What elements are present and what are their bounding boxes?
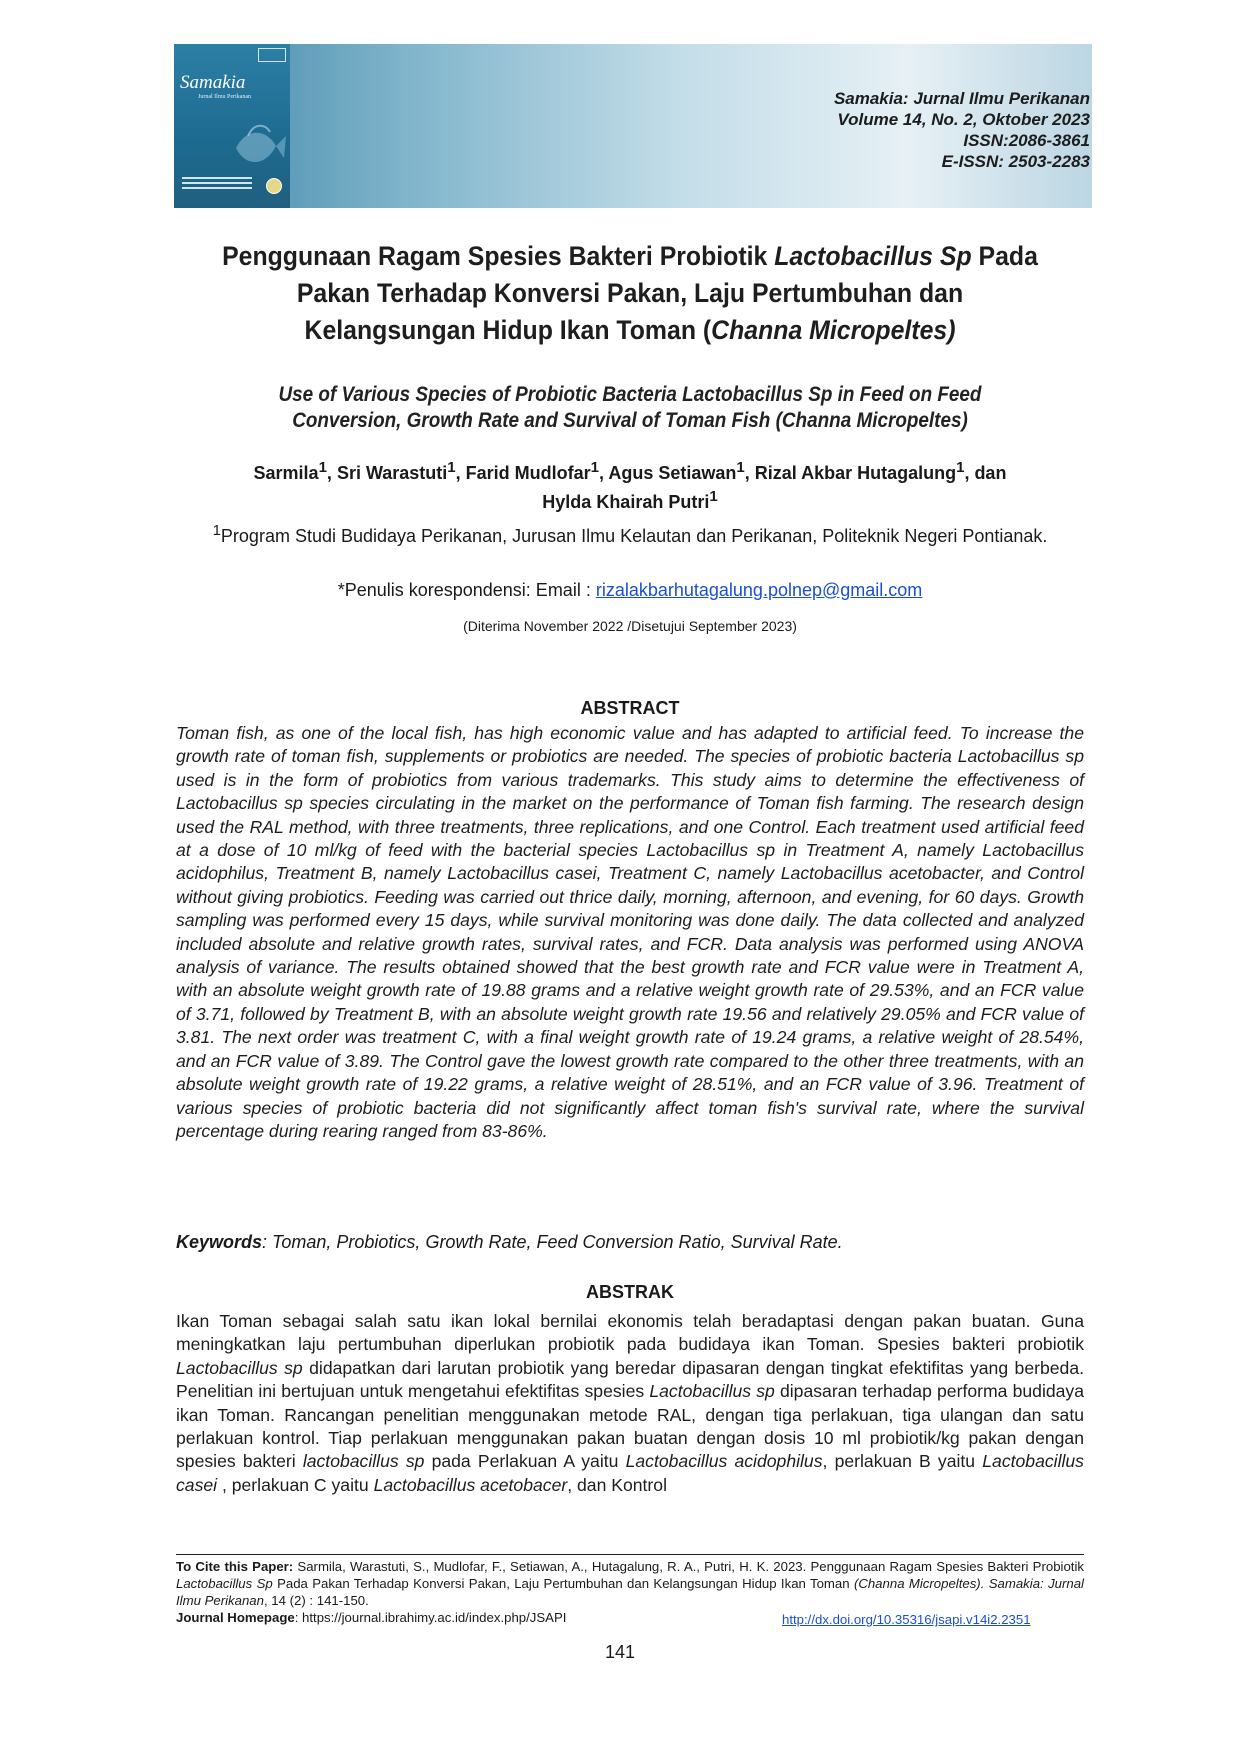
- journal-volume: Volume 14, No. 2, Oktober 2023: [837, 110, 1090, 129]
- author: Sarmila: [253, 463, 319, 483]
- homepage-link[interactable]: https://journal.ibrahimy.ac.id/index.php/JSAPI: [302, 1610, 567, 1625]
- citation: To Cite this Paper: Sarmila, Warastuti, S., Mudlofar, F., Setiawan, A., Hutagalung, R. A., Putri, H. K. 2023. Penggunaan Ragam Spesies Bakteri Probiotik Lactobacillus Sp Pada Pakan Terhadap Konversi Pakan, Laju Pertumbuhan dan Kelangsungan Hidup Ikan Toman (Channa Micropeltes). Samakia: Jurnal Ilmu Perikanan, 14 (2) : 141-150.: [176, 1559, 1084, 1608]
- journal-eissn: E-ISSN: 2503-2283: [941, 152, 1090, 171]
- author: Agus Setiawan: [608, 463, 737, 483]
- received-accepted-dates: (Diterima November 2022 /Disetujui September 2023): [463, 618, 797, 634]
- author: Farid Mudlofar: [465, 463, 591, 483]
- cover-issn-box: [258, 48, 286, 62]
- journal-issn: ISSN:2086-3861: [963, 131, 1090, 150]
- page-number: 141: [604, 1642, 636, 1662]
- journal-homepage: Journal Homepage: https://journal.ibrahimy.ac.id/index.php/JSAPI: [176, 1610, 567, 1625]
- abstrak-text: Ikan Toman sebagai salah satu ikan lokal bernilai ekonomis telah beradaptasi dengan pakan buatan. Guna meningkatkan laju pertumbuhan diperlukan probiotik pada budidaya ikan Toman. Spesies bakteri probiotik Lactobacillus sp didapatkan dari larutan probiotik yang beredar dipasaran dengan tingkat efektifitas yang berbeda. Penelitian ini bertujuan untuk mengetahui efektifitas spesies Lactobacillus sp dipasaran terhadap performa budidaya ikan Toman. Rancangan penelitian menggunakan metode RAL, dengan tiga perlakuan, tiga ulangan dan satu perlakuan kontrol. Tiap perlakuan menggunakan pakan buatan dengan dosis 10 ml probiotik/kg pakan dengan spesies bakteri lactobacillus sp pada Perlakuan A yaitu Lactobacillus acidophilus, perlakuan B yaitu Lactobacillus casei , perlakuan C yaitu Lactobacillus acetobacer, dan Kontrol: [176, 1311, 1085, 1495]
- author-list: Sarmila$^1$, Sri Warastuti$^1$, Farid Mudlofar$^1$, Agus Setiawan$^1$, Rizal Akbar Hutagalung$^1$, dan Hylda Khairah Putri$^1$: [253, 459, 1007, 512]
- publisher-seal-icon: [266, 178, 282, 194]
- cover-logo: Samakia: [180, 72, 246, 93]
- cover-subtitle: Jurnal Ilmu Perikanan: [198, 94, 251, 100]
- abstract-heading: ABSTRACT: [580, 698, 680, 718]
- keywords: Keywords: Toman, Probiotics, Growth Rate, Feed Conversion Ratio, Survival Rate.: [176, 1232, 843, 1252]
- doi-link[interactable]: http://dx.doi.org/10.35316/jsapi.v14i2.2351: [782, 1612, 1031, 1627]
- affiliation: $^1$Program Studi Budidaya Perikanan, Jurusan Ilmu Kelautan dan Perikanan, Politeknik Negeri Pontianak.: [212, 522, 1048, 546]
- paper-title: Penggunaan Ragam Spesies Bakteri Probiotik Lactobacillus Sp Pada Pakan Terhadap Konversi Pakan, Laju Pertumbuhan dan Kelangsungan Hidup Ikan Toman (Channa Micropeltes): [222, 241, 1038, 345]
- author: Sri Warastuti: [336, 463, 448, 483]
- abstrak-heading: ABSTRAK: [586, 1282, 674, 1302]
- corresponding-author: *Penulis korespondensi: Email : rizalakbarhutagalung.polnep@gmail.com: [337, 580, 923, 600]
- fish-icon: [226, 118, 286, 178]
- footer-divider: [176, 1554, 1084, 1555]
- paper-title-english: Use of Various Species of Probiotic Bacteria Lactobacillus Sp in Feed on Feed Conversion, Growth Rate and Survival of Toman Fish (Channa Micropeltes): [278, 383, 982, 432]
- author: Hylda Khairah Putri: [542, 492, 710, 512]
- abstract-text: Toman fish, as one of the local fish, has high economic value and has adapted to artificial feed. To increase the growth rate of toman fish, supplements or probiotics are needed. The species of probiotic bacteria Lactobacillus sp used is in the form of probiotics from various trademarks. This study aims to determine the effectiveness of Lactobacillus sp species circulating in the market on the performance of Toman fish farming. The research design used the RAL method, with three treatments, three replications, and one Control. Each treatment used artificial feed at a dose of 10 ml/kg of feed with the bacterial species Lactobacillus sp in Treatment A, namely Lactobacillus acidophilus, Treatment B, namely Lactobacillus casei, Treatment C, namely Lactobacillus acetobacter, and Control without giving probiotics. Feeding was carried out thrice daily, morning, afternoon, and evening, for 60 days. Growth sampling was performed every 15 days, while survival monitoring was done daily. The data collected and analyzed included absolute and relative growth rates, survival rates, and FCR. Data analysis was performed using ANOVA analysis of variance. The results obtained showed that the best growth rate and FCR value were in Treatment A, with an absolute weight growth rate of 19.88 grams and a relative weight growth rate of 29.53%, and an FCR value of 3.71, followed by Treatment B, with an absolute weight growth rate 19.56 and relatively 29.05% and FCR value of 3.81. The next order was treatment C, with a final weight growth rate of 19.24 grams, a relative weight of 28.54%, and an FCR value of 3.89. The Control gave the lowest growth rate compared to the other three treatments, with an absolute weight growth rate of 19.22 grams, a relative weight of 28.51%, and an FCR value of 3.96. Treatment of various species of probiotic bacteria did not significantly affect toman fish's survival rate, where the survival percentage during rearing ranged from 83-86%.: [176, 723, 1084, 1141]
- email-link[interactable]: rizalakbarhutagalung.polnep@gmail.com: [595, 580, 923, 600]
- doi: [782, 1612, 1031, 1627]
- journal-cover-image: [174, 44, 290, 208]
- author: Rizal Akbar Hutagalung: [754, 463, 957, 483]
- journal-info: [834, 88, 1090, 172]
- journal-name: Samakia: Jurnal Ilmu Perikanan: [833, 89, 1090, 108]
